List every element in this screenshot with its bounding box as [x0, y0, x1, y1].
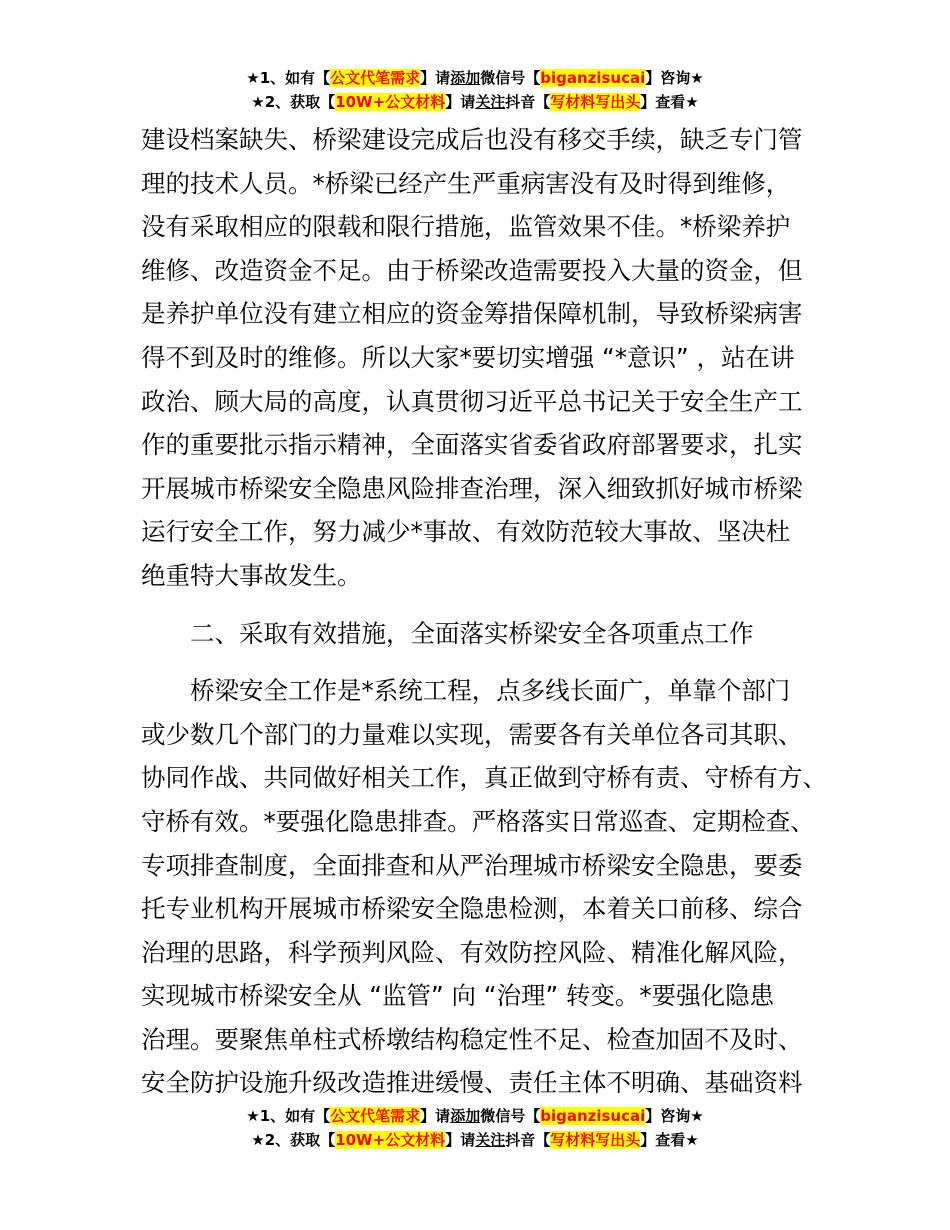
banner-highlight: 写材料写出头 [550, 1131, 641, 1149]
body-line: 实现城市桥梁安全从 “监管” 向 “治理” 转变。*要强化隐患 [141, 981, 775, 1011]
body-line: 治理的思路，科学预判风险、有效防控风险、精准化解风险， [141, 937, 803, 967]
banner-line-1 [0, 1104, 950, 1128]
banner-text: ★1、如有【 [246, 1107, 331, 1125]
body-line: 是养护单位没有建立相应的资金筹措保障机制，导致桥梁病害 [141, 299, 803, 329]
banner-text: 】请 [445, 93, 476, 111]
body-line: 托专业机构开展城市桥梁安全隐患检测，本着关口前移、综合 [141, 894, 803, 924]
header-banner [0, 66, 950, 114]
document-body [141, 118, 827, 1105]
banner-text: ★2、获取【 [251, 1131, 336, 1149]
body-line: 作的重要批示指示精神，全面落实省委省政府部署要求，扎实 [141, 430, 803, 460]
body-line: 理的技术人员。*桥梁已经产生严重病害没有及时得到维修， [141, 168, 791, 198]
banner-underlined-text: 关注 [475, 1131, 506, 1149]
banner-line-2 [0, 90, 950, 114]
banner-text: 】请 [445, 1131, 476, 1149]
banner-text: ★2、获取【 [251, 93, 336, 111]
banner-highlight: 公文代笔需求 [330, 1107, 421, 1125]
banner-text: 】查看★ [640, 1131, 699, 1149]
body-line: 得不到及时的维修。所以大家*要切实增强 “*意识” ，站在讲 [141, 342, 795, 372]
body-line: 守桥有效。*要强化隐患排查。严格落实日常巡查、定期检查、 [141, 806, 815, 836]
banner-underlined-text: 添加 [450, 1107, 481, 1125]
banner-line-1 [0, 66, 950, 90]
banner-text: 】查看★ [640, 93, 699, 111]
body-line: 或少数几个部门的力量难以实现，需要各有关单位各司其职、 [141, 719, 803, 749]
body-line: 安全防护设施升级改造推进缓慢、责任主体不明确、基础资料 [141, 1068, 803, 1098]
banner-line-2 [0, 1128, 950, 1152]
footer-banner [0, 1104, 950, 1152]
banner-highlight: 10W+公文材料 [335, 93, 446, 111]
banner-text: 抖音【 [505, 93, 551, 111]
body-line: 运行安全工作，努力减少*事故、有效防范较大事故、坚决杜 [141, 517, 791, 547]
banner-highlight: 写材料写出头 [550, 93, 641, 111]
body-line: 协同作战、共同做好相关工作，真正做到守桥有责、守桥有方、 [141, 763, 827, 793]
banner-highlight: biganzisucai [540, 1107, 646, 1125]
banner-text: ★1、如有【 [246, 69, 331, 87]
banner-text: 】咨询★ [645, 69, 704, 87]
body-line: 桥梁安全工作是*系统工程，点多线长面广，单靠个部门 [190, 676, 791, 706]
body-line: 开展城市桥梁安全隐患风险排查治理，深入细致抓好城市桥梁 [141, 473, 803, 503]
body-line: 治理。要聚焦单柱式桥墩结构稳定性不足、检查加固不及时、 [141, 1024, 803, 1054]
banner-text: 】请 [420, 69, 451, 87]
banner-underlined-text: 添加 [450, 69, 481, 87]
section-heading: 二、采取有效措施，全面落实桥梁安全各项重点工作 [190, 618, 754, 648]
body-line: 没有采取相应的限载和限行措施，监管效果不佳。*桥梁养护 [141, 212, 791, 242]
banner-text: 微信号【 [480, 1107, 541, 1125]
banner-text: 抖音【 [505, 1131, 551, 1149]
banner-highlight: 公文代笔需求 [330, 69, 421, 87]
body-line: 维修、改造资金不足。由于桥梁改造需要投入大量的资金，但 [141, 255, 803, 285]
body-line: 绝重特大事故发生。 [141, 560, 362, 590]
banner-underlined-text: 关注 [475, 93, 506, 111]
banner-text: 】咨询★ [645, 1107, 704, 1125]
banner-highlight: 10W+公文材料 [335, 1131, 446, 1149]
banner-highlight: biganzisucai [540, 69, 646, 87]
body-line: 政治、顾大局的高度，认真贯彻习近平总书记关于安全生产工 [141, 386, 803, 416]
banner-text: 】请 [420, 1107, 451, 1125]
body-line: 专项排查制度，全面排查和从严治理城市桥梁安全隐患，要委 [141, 850, 803, 880]
banner-text: 微信号【 [480, 69, 541, 87]
body-line: 建设档案缺失、桥梁建设完成后也没有移交手续，缺乏专门管 [141, 125, 803, 154]
